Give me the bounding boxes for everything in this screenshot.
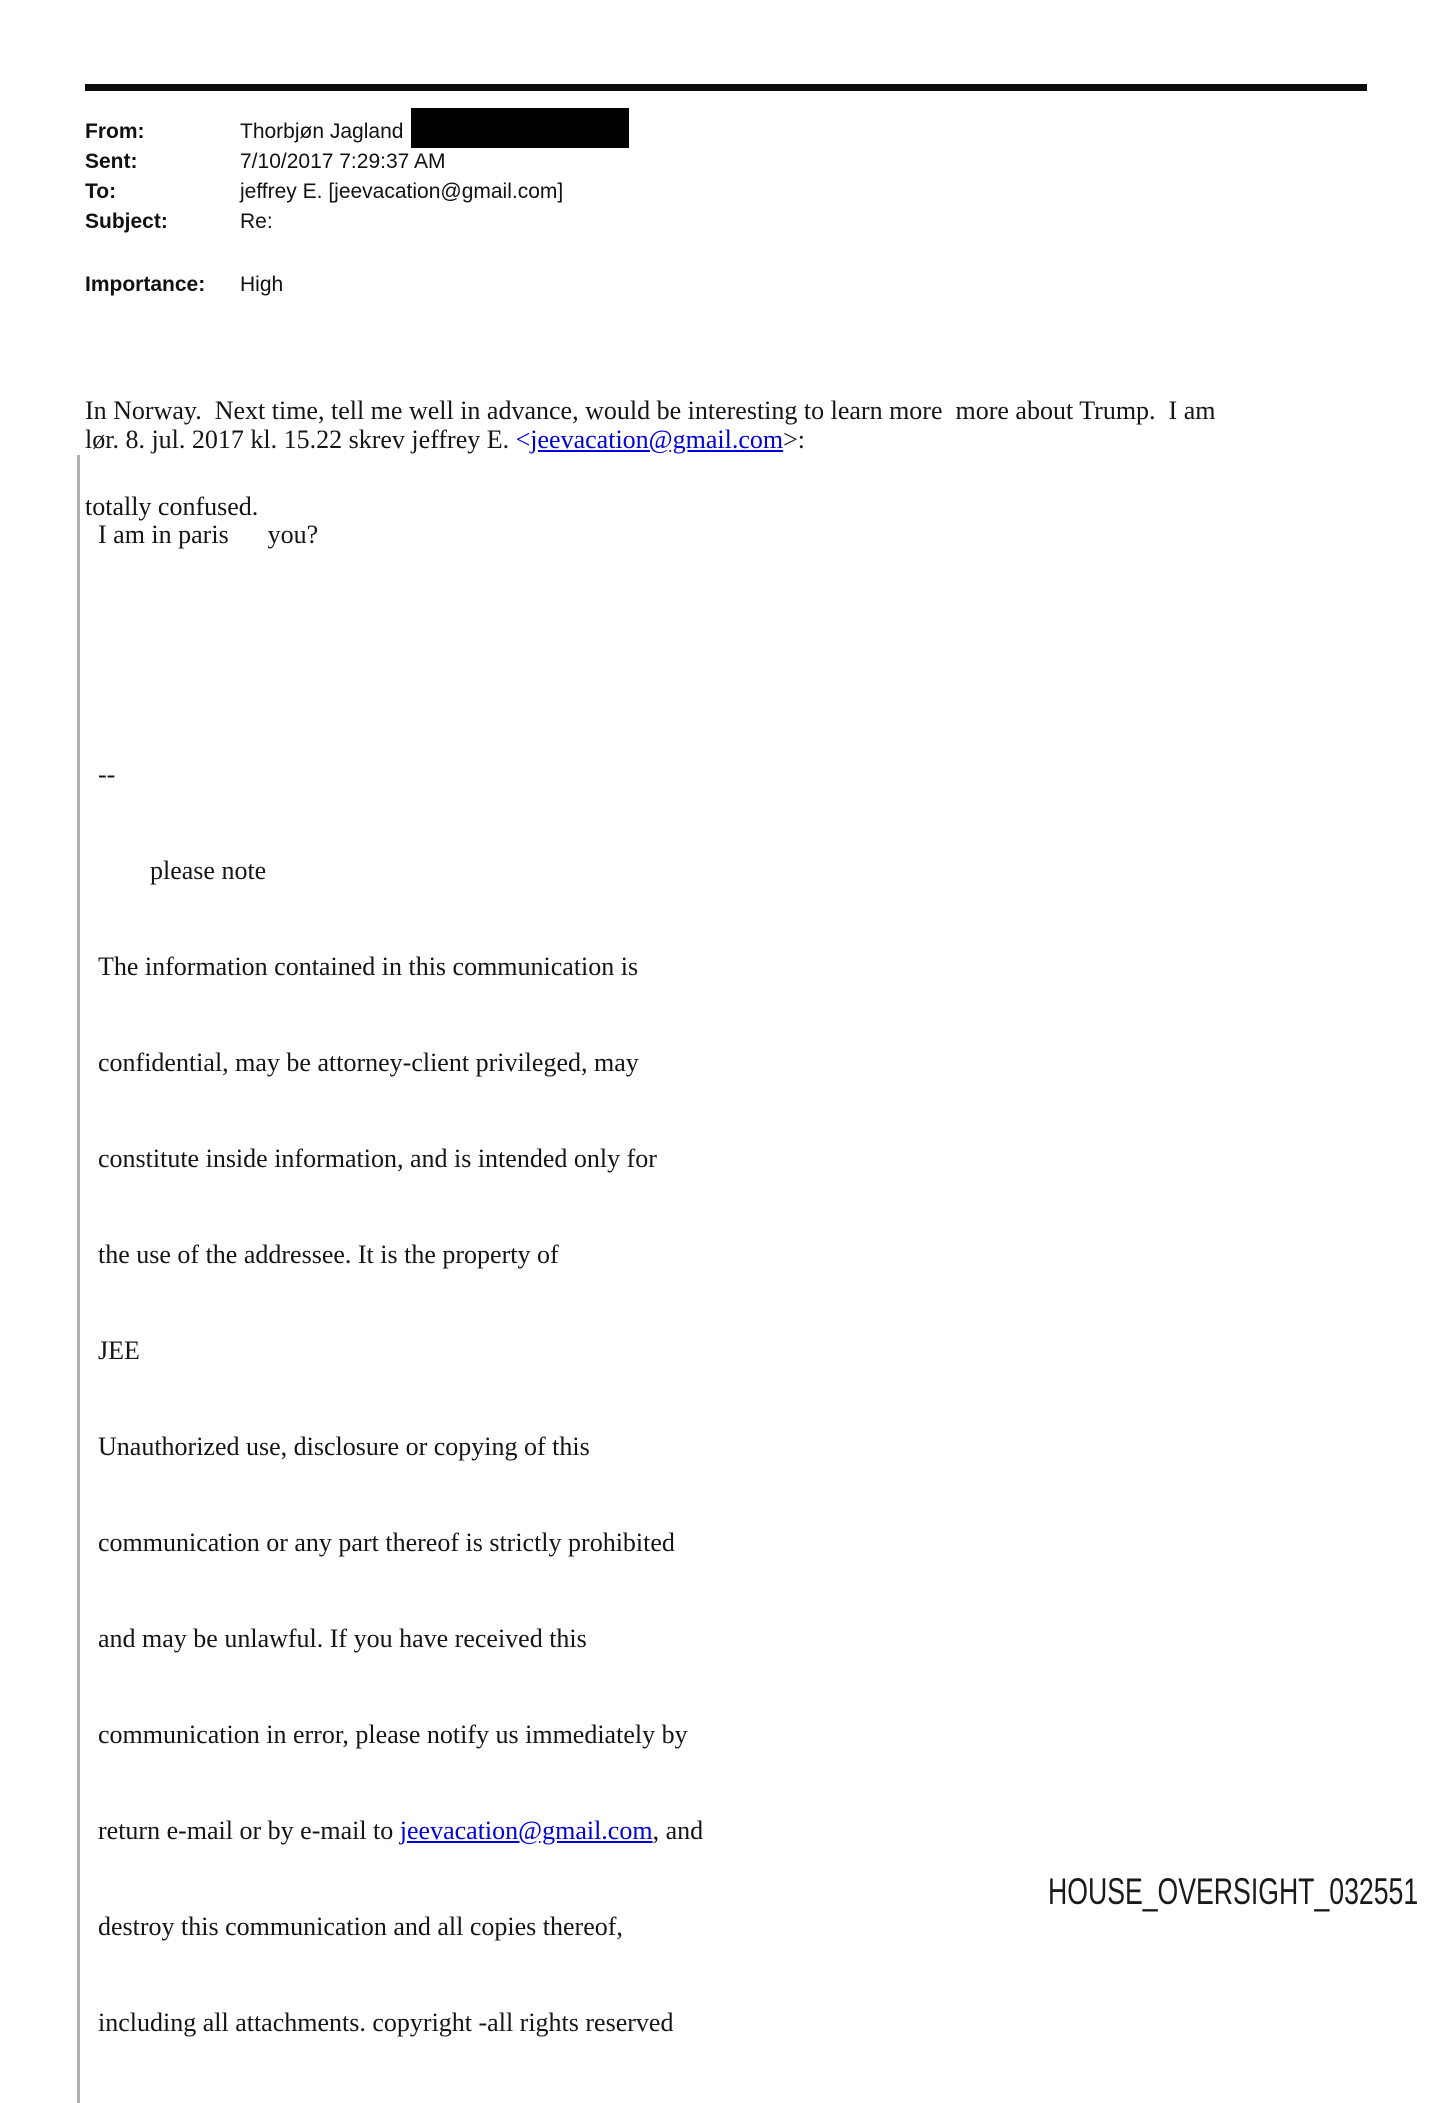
disclaimer-line-10: destroy this communication and all copies thereof,: [98, 1912, 623, 1941]
importance-value: High: [240, 273, 284, 296]
disclaimer-line-11: including all attachments. copyright -all rights reserved: [98, 2008, 674, 2037]
disclaimer-line-9-pre: return e-mail or by e-mail to: [98, 1816, 400, 1845]
attribution-suffix: >:: [783, 425, 805, 454]
body-line-2: totally confused.: [85, 492, 259, 521]
header-divider: [85, 84, 1367, 91]
quote-attribution: [85, 424, 805, 456]
disclaimer-line-5: Unauthorized use, disclosure or copying of this: [98, 1432, 590, 1461]
disclaimer-line-9: [98, 1815, 703, 1847]
body-line-1: In Norway. Next time, tell me well in advance, would be interesting to learn more more about Trump. I am: [85, 396, 1216, 425]
attribution-text: lør. 8. jul. 2017 kl. 15.22 skrev jeffrey E.: [85, 425, 516, 454]
disclaimer-line-4: JEE: [98, 1336, 140, 1365]
importance-label: Importance:: [85, 273, 206, 296]
header-row-from: [85, 117, 563, 147]
bates-number: HOUSE_OVERSIGHT_032551: [1048, 1871, 1419, 1912]
quote-blank-space: [98, 615, 703, 695]
sender-email-link[interactable]: jeevacation@gmail.com: [530, 425, 784, 454]
disclaimer-line-1: confidential, may be attorney-client privileged, may: [98, 1048, 639, 1077]
attribution-open-bracket: <: [515, 425, 531, 454]
from-value: Thorbjøn Jagland: [240, 120, 410, 143]
disclaimer-line-7: and may be unlawful. If you have received this: [98, 1624, 587, 1653]
disclaimer-email-link[interactable]: jeevacation@gmail.com: [399, 1816, 653, 1845]
quoted-message: [77, 455, 703, 2103]
disclaimer-line-0: The information contained in this communication is: [98, 952, 639, 981]
to-value: jeffrey E. [jeevacation@gmail.com]: [240, 180, 564, 203]
disclaimer-line-6: communication or any part thereof is strictly prohibited: [98, 1528, 675, 1557]
disclaimer-line-3: the use of the addressee. It is the property of: [98, 1240, 559, 1269]
email-header: [85, 117, 563, 300]
disclaimer-line-8: communication in error, please notify us immediately by: [98, 1720, 688, 1749]
header-row-to: [85, 177, 563, 207]
disclaimer-line-2: constitute inside information, and is intended only for: [98, 1144, 657, 1173]
header-spacer: [85, 237, 563, 270]
disclaimer-line-9-post: , and: [652, 1816, 704, 1845]
from-label: From:: [85, 120, 145, 143]
subject-label: Subject:: [85, 210, 168, 233]
header-row-importance: [85, 270, 563, 300]
to-label: To:: [85, 180, 117, 203]
sent-value: 7/10/2017 7:29:37 AM: [240, 150, 446, 173]
quote-reply-line: I am in paris you?: [98, 520, 319, 549]
signature-separator: --: [98, 760, 116, 789]
subject-value: Re:: [240, 210, 273, 233]
sent-label: Sent:: [85, 150, 138, 173]
header-row-subject: [85, 207, 563, 237]
header-row-sent: [85, 147, 563, 177]
disclaimer-note: please note: [98, 856, 267, 885]
